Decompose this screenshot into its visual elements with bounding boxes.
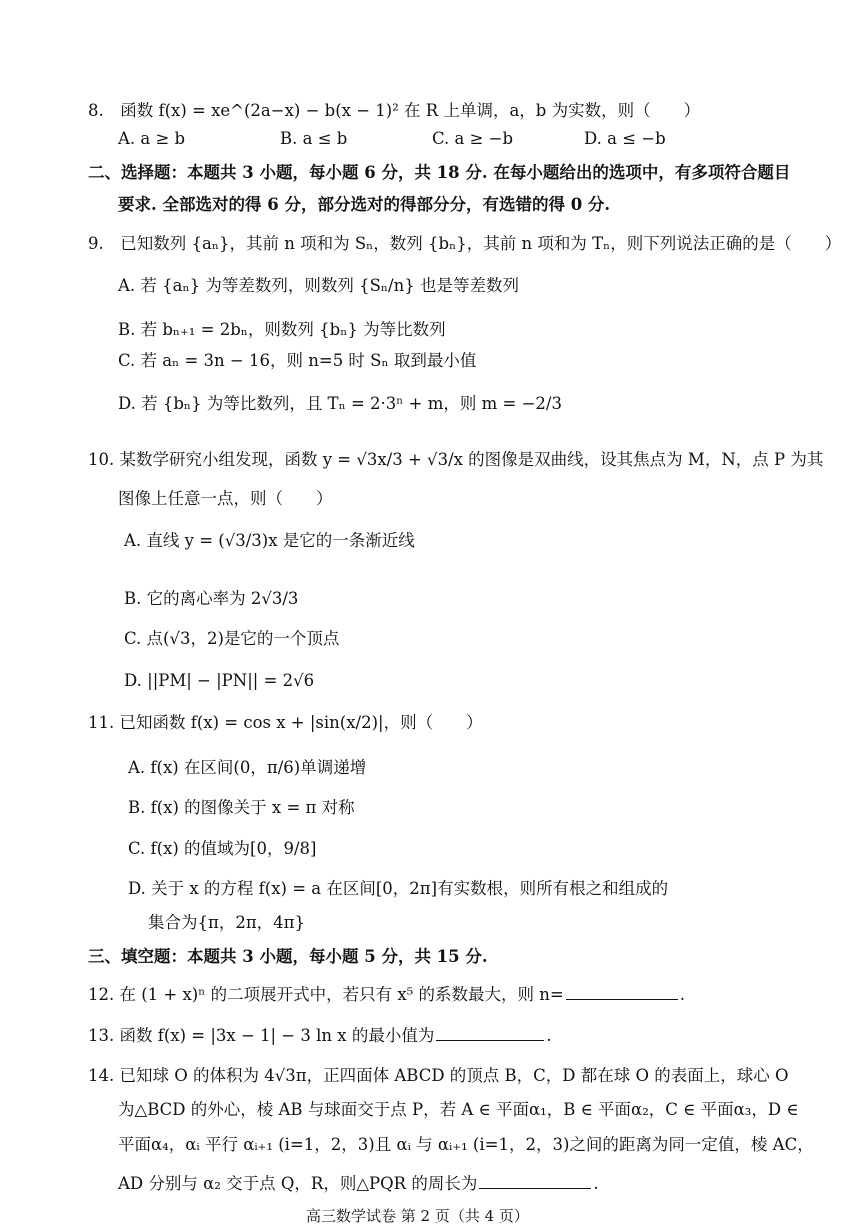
page-footer: 高三数学试卷 第 2 页（共 4 页） [306, 1207, 529, 1225]
question-10-option-a: A. 直线 y = (√3/3)x 是它的一条渐近线 [124, 531, 415, 550]
question-8-stem: 8. 函数 f(x) = xe^(2a−x) − b(x − 1)² 在 R 上单调，a，b 为实数，则（ ） [88, 101, 701, 120]
question-13-answer-blank[interactable] [436, 1024, 544, 1041]
question-14-line-2: 为△BCD 的外心，棱 AB 与球面交于点 P，若 A ∈ 平面α₁，B ∈ 平面α₂，C ∈ 平面α₃，D ∈ [118, 1100, 799, 1119]
question-14-end: . [593, 1174, 599, 1193]
section-2-heading-cont: 要求. 全部选对的得 6 分，部分选对的得部分分，有选错的得 0 分. [118, 195, 611, 214]
question-11-option-d-cont: 集合为{π，2π，4π} [148, 913, 306, 932]
question-8-option-a: A. a ≥ b [118, 129, 186, 148]
question-8-option-d: D. a ≤ −b [584, 129, 666, 148]
question-14-answer-blank[interactable] [479, 1172, 591, 1189]
question-10-option-d: D. ||PM| − |PN|| = 2√6 [124, 671, 315, 690]
question-11-stem: 11. 已知函数 f(x) = cos x + |sin(x/2)|，则（ ） [88, 713, 483, 732]
section-2-heading: 二、选择题：本题共 3 小题，每小题 6 分，共 18 分. 在每小题给出的选项中，有多项符合题目 [88, 163, 791, 182]
question-11-option-c: C. f(x) 的值域为[0，9/8] [128, 839, 317, 858]
section-3-heading: 三、填空题：本题共 3 小题，每小题 5 分，共 15 分. [88, 947, 488, 966]
question-12-answer-blank[interactable] [566, 983, 678, 1000]
question-13-text: 13. 函数 f(x) = |3x − 1| − 3 ln x 的最小值为 [88, 1026, 435, 1045]
question-13 [88, 1024, 552, 1047]
question-11-option-b: B. f(x) 的图像关于 x = π 对称 [128, 798, 355, 817]
question-10-stem-cont: 图像上任意一点，则（ ） [118, 489, 333, 508]
question-9-option-d: D. 若 {bₙ} 为等比数列，且 Tₙ = 2·3ⁿ + m，则 m = −2/3 [118, 394, 562, 413]
question-11-option-d: D. 关于 x 的方程 f(x) = a 在区间[0，2π]有实数根，则所有根之和组成的 [128, 879, 669, 898]
question-13-end: . [546, 1026, 552, 1045]
question-14-text: AD 分别与 α₂ 交于点 Q，R，则△PQR 的周长为 [118, 1174, 478, 1193]
question-9-option-a: A. 若 {aₙ} 为等差数列，则数列 {Sₙ/n} 也是等差数列 [118, 276, 519, 295]
question-14-line-1: 14. 已知球 O 的体积为 4√3π，正四面体 ABCD 的顶点 B，C，D 都在球 O 的表面上，球心 O [88, 1066, 789, 1085]
question-9-option-c: C. 若 aₙ = 3n − 16，则 n=5 时 Sₙ 取到最小值 [118, 351, 477, 370]
question-12-end: . [679, 985, 685, 1004]
question-10-stem: 10. 某数学研究小组发现，函数 y = √3x/3 + √3/x 的图像是双曲线，设其焦点为 M，N，点 P 为其 [88, 450, 824, 469]
question-10-option-c: C. 点(√3，2)是它的一个顶点 [124, 629, 340, 648]
question-9-option-b: B. 若 bₙ₊₁ = 2bₙ，则数列 {bₙ} 为等比数列 [118, 320, 446, 339]
question-12-text: 12. 在 (1 + x)ⁿ 的二项展开式中，若只有 x⁵ 的系数最大，则 n= [88, 985, 564, 1004]
question-9-stem: 9. 已知数列 {aₙ}，其前 n 项和为 Sₙ，数列 {bₙ}，其前 n 项和为 Tₙ，则下列说法正确的是（ ） [88, 234, 842, 253]
question-8-option-b: B. a ≤ b [280, 129, 348, 148]
question-14-line-3: 平面α₄，αᵢ 平行 αᵢ₊₁ (i=1，2，3)且 αᵢ 与 αᵢ₊₁ (i=1，2，3)之间的距离为同一定值，棱 AC， [118, 1135, 814, 1154]
question-10-option-b: B. 它的离心率为 2√3/3 [124, 589, 299, 608]
question-12 [88, 983, 685, 1006]
question-14-line-4 [118, 1172, 599, 1195]
question-11-option-a: A. f(x) 在区间(0，π/6)单调递增 [128, 758, 367, 777]
question-8-option-c: C. a ≥ −b [432, 129, 514, 148]
